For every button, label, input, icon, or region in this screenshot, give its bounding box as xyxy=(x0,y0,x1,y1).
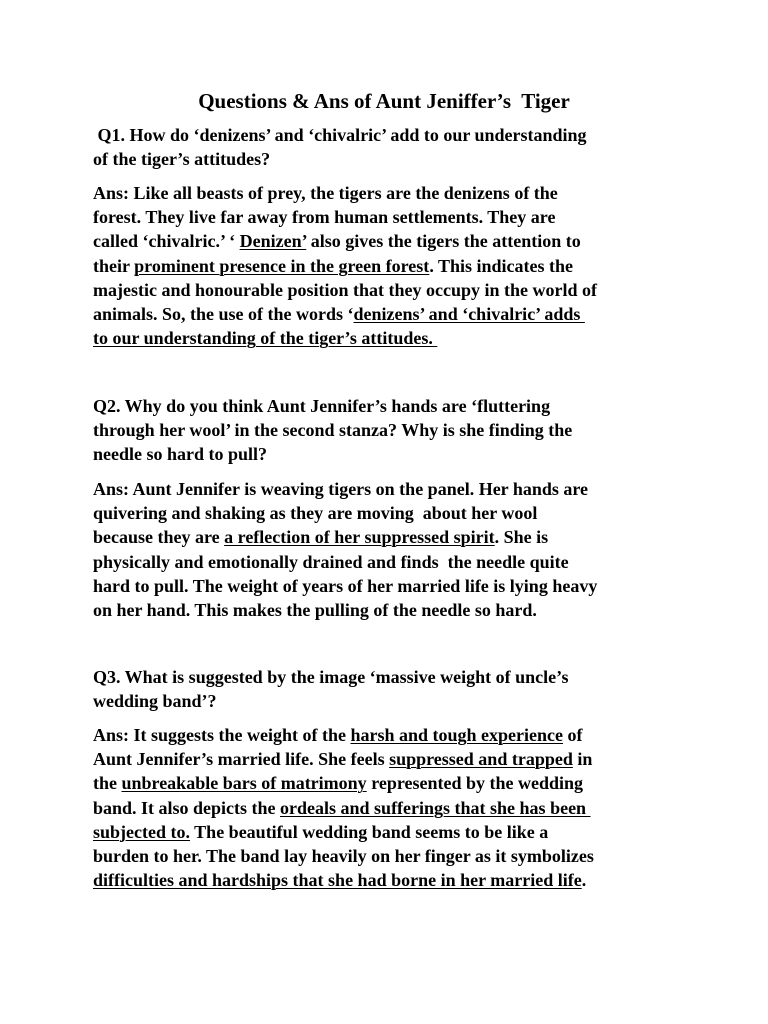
text-run: also gives the tigers the attention to xyxy=(306,231,581,252)
text-line xyxy=(93,689,693,713)
text-run: needle so hard to pull? xyxy=(93,444,268,465)
text-line xyxy=(93,771,693,795)
text-line xyxy=(93,394,693,418)
text-line xyxy=(93,501,693,525)
underlined-text: Denizen’ xyxy=(239,231,307,252)
text-run: wedding band’? xyxy=(93,691,217,712)
text-line xyxy=(93,181,693,205)
text-line xyxy=(93,796,693,820)
text-run: forest. They live far away from human settlements. They are xyxy=(93,207,556,228)
text-run: . This indicates the xyxy=(429,255,574,276)
answer-1 xyxy=(93,181,693,350)
text-line xyxy=(93,820,693,844)
text-line xyxy=(93,574,693,598)
text-line xyxy=(93,147,693,171)
text-run: called ‘chivalric.’ ‘ xyxy=(93,231,240,252)
text-run: on her hand. This makes the pulling of the needle so hard. xyxy=(93,599,537,620)
underlined-text: prominent presence in the green forest xyxy=(134,255,430,276)
text-run: . xyxy=(581,870,587,891)
underlined-text: denizens’ and ‘chivalric’ adds xyxy=(353,303,585,324)
text-line xyxy=(93,418,693,442)
text-line xyxy=(93,278,693,302)
text-line xyxy=(93,747,693,771)
text-run: hard to pull. The weight of years of her married life is lying heavy xyxy=(93,575,598,596)
text-run: quivering and shaking as they are moving about her wool xyxy=(93,503,538,524)
text-run: Q1. How do ‘denizens’ and ‘chivalric’ add to our understanding xyxy=(93,125,587,145)
text-line xyxy=(93,254,693,278)
text-run: represented by the wedding xyxy=(366,773,584,794)
text-line xyxy=(93,205,693,229)
text-run: of xyxy=(563,725,583,745)
answer-3 xyxy=(93,723,693,892)
text-run: Ans: Aunt Jennifer is weaving tigers on the panel. Her hands are xyxy=(93,479,589,499)
text-run: Ans: Like all beasts of prey, the tigers are the denizens of the xyxy=(93,183,558,203)
text-run: band. It also depicts the xyxy=(93,797,281,818)
text-line xyxy=(93,302,693,326)
text-line xyxy=(93,326,693,350)
underlined-text: a reflection of her suppressed spirit xyxy=(224,527,495,548)
text-line xyxy=(93,723,693,747)
text-run: Q2. Why do you think Aunt Jennifer’s hands are ‘fluttering xyxy=(93,396,551,416)
text-run: in xyxy=(572,749,593,770)
text-line xyxy=(93,477,693,501)
text-line xyxy=(93,123,693,147)
text-run: their xyxy=(93,255,135,276)
document-title: Questions & Ans of Aunt Jeniffer’s Tiger xyxy=(198,89,570,113)
underlined-text: harsh and tough experience xyxy=(350,725,564,745)
text-line xyxy=(93,550,693,574)
text-run: physically and emotionally drained and finds the needle quite xyxy=(93,551,569,572)
text-run: burden to her. The band lay heavily on her finger as it symbolizes xyxy=(93,845,594,866)
text-run: the xyxy=(93,773,122,794)
text-run: . She is xyxy=(494,527,549,548)
underlined-text: unbreakable bars of matrimony xyxy=(121,773,367,794)
underlined-text: to our understanding of the tiger’s attitudes. xyxy=(93,328,438,349)
question-3 xyxy=(93,665,693,713)
underlined-text: subjected to. xyxy=(93,821,190,842)
text-run: majestic and honourable position that they occupy in the world of xyxy=(93,279,598,300)
text-run: of the tiger’s attitudes? xyxy=(93,149,271,170)
text-line xyxy=(93,868,693,892)
text-line xyxy=(93,665,693,689)
underlined-text: difficulties and hardships that she had borne in her married life xyxy=(93,870,582,891)
answer-2 xyxy=(93,477,693,622)
question-2 xyxy=(93,394,693,467)
text-run: Q3. What is suggested by the image ‘massive weight of uncle’s xyxy=(93,667,569,687)
text-line xyxy=(93,229,693,253)
text-line xyxy=(93,442,693,466)
text-run: Ans: It suggests the weight of the xyxy=(93,725,351,745)
text-run: The beautiful wedding band seems to be like a xyxy=(190,821,549,842)
text-run: animals. So, the use of the words ‘ xyxy=(93,303,354,324)
underlined-text: suppressed and trapped xyxy=(389,749,573,770)
text-line xyxy=(93,844,693,868)
underlined-text: ordeals and sufferings that she has been xyxy=(280,797,591,818)
question-1 xyxy=(93,123,693,171)
text-run: because they are xyxy=(93,527,225,548)
text-run: Aunt Jennifer’s married life. She feels xyxy=(93,749,390,770)
text-run: through her wool’ in the second stanza? Why is she finding the xyxy=(93,420,573,441)
text-line xyxy=(93,598,693,622)
text-line xyxy=(93,525,693,549)
